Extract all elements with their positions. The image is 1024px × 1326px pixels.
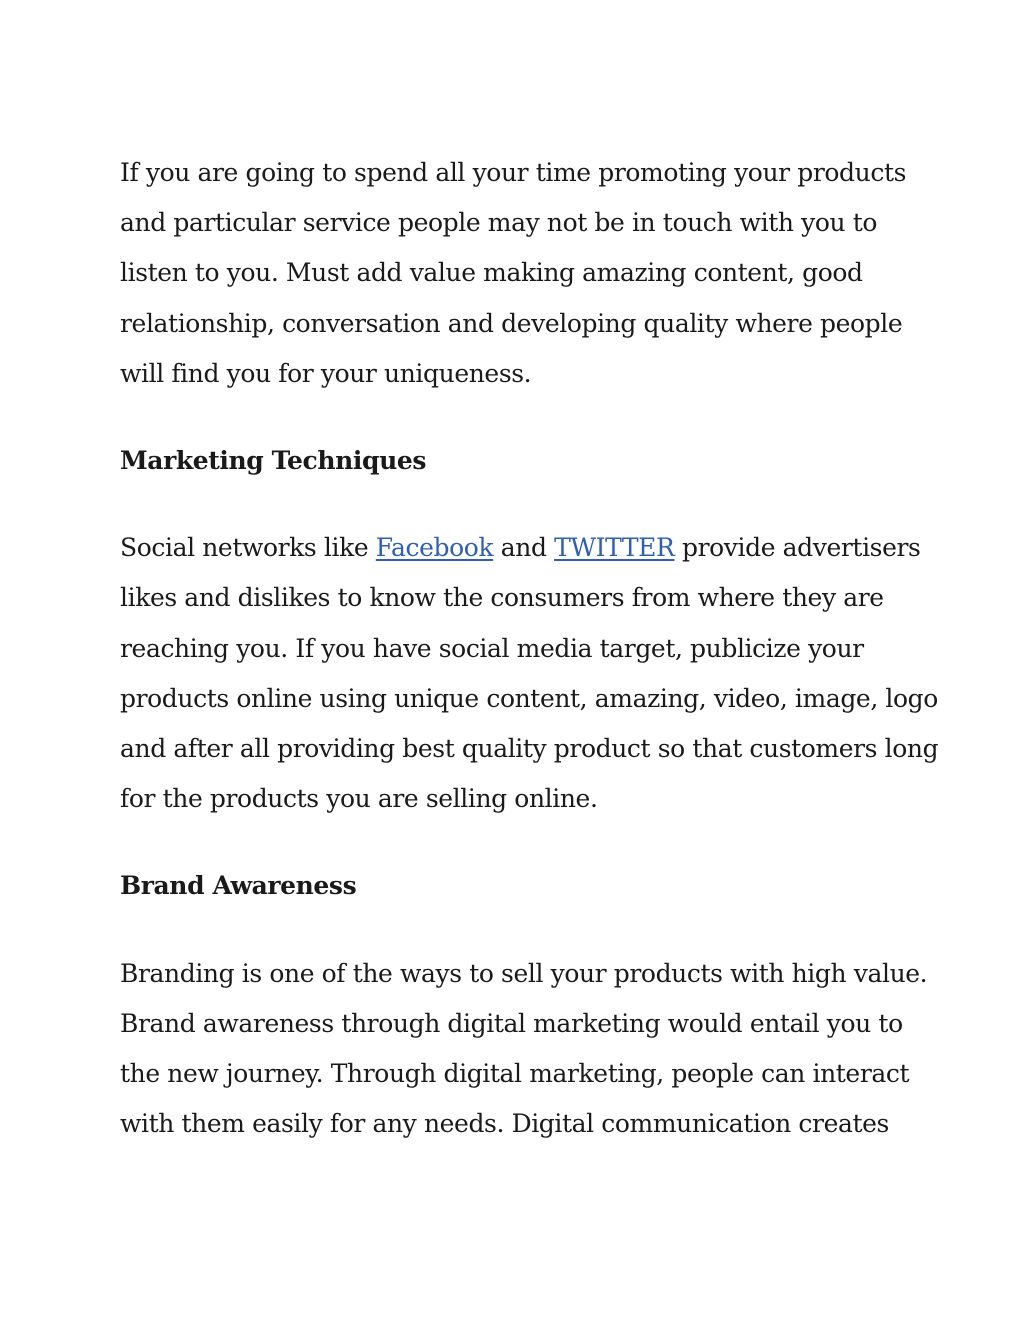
- text-line: If you are going to spend all your time promoting your products: [120, 158, 907, 187]
- facebook-link[interactable]: Facebook: [375, 533, 494, 563]
- twitter-link[interactable]: TWITTER: [554, 533, 675, 563]
- text-line: reaching you. If you have social media target, publicize your: [120, 633, 864, 663]
- text-line: the new journey. Through digital marketing, people can interact: [120, 1059, 910, 1089]
- text-segment: Social networks like: [120, 533, 376, 563]
- text-line: relationship, conversation and developing quality where people: [120, 308, 903, 338]
- text-line: [120, 523, 920, 573]
- paragraph-marketing-techniques: [120, 523, 939, 824]
- text-line: will find you for your uniqueness.: [120, 358, 532, 388]
- text-line: for the products you are selling online.: [120, 784, 598, 814]
- heading-marketing-techniques: Marketing Techniques: [120, 446, 427, 476]
- text-line: Brand awareness through digital marketing would entail you to: [120, 1008, 903, 1038]
- text-line: listen to you. Must add value making amazing content, good: [120, 258, 863, 288]
- text-line: likes and dislikes to know the consumers from where they are: [120, 583, 884, 613]
- text-line: and particular service people may not be in touch with you to: [120, 208, 878, 238]
- text-line: and after all providing best quality product so that customers long: [120, 734, 939, 764]
- text-line: with them easily for any needs. Digital communication creates: [120, 1109, 889, 1139]
- document-body: [120, 148, 939, 1149]
- text-line: Branding is one of the ways to sell your products with high value.: [120, 958, 928, 988]
- paragraph-brand-awareness: [120, 949, 928, 1150]
- text-line: products online using unique content, amazing, video, image, logo: [120, 683, 938, 713]
- text-segment: provide advertisers: [674, 533, 921, 563]
- text-segment: and: [493, 533, 555, 563]
- heading-brand-awareness: Brand Awareness: [120, 871, 357, 901]
- paragraph-intro: [120, 148, 920, 399]
